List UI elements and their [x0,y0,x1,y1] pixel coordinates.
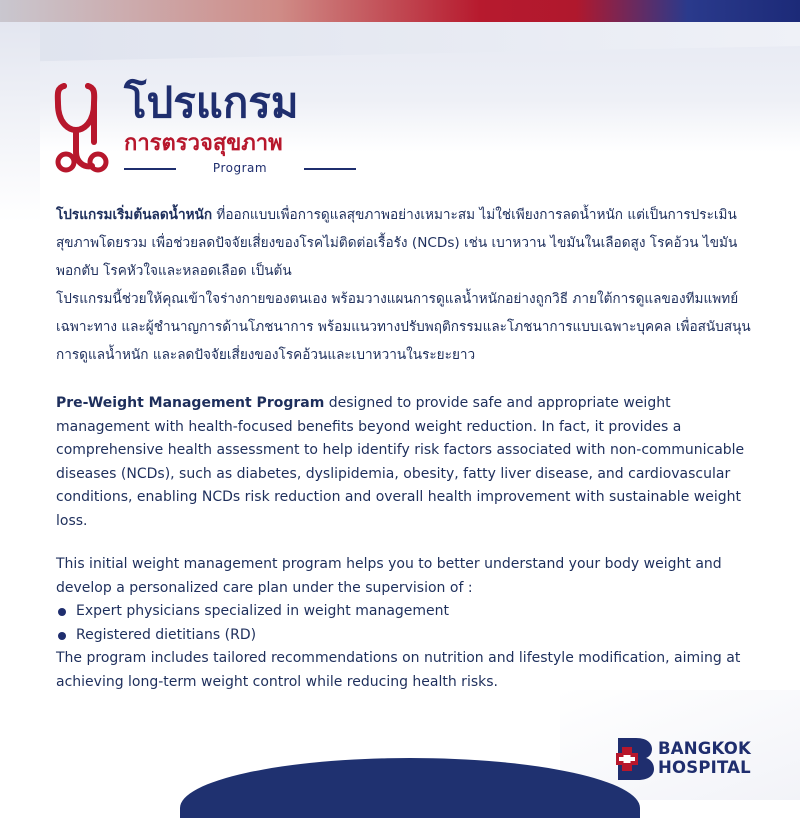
tag-rule-left [124,168,176,170]
thai-paragraph-1 [56,201,756,285]
thai-paragraph-1-body: ที่ออกแบบเพื่อการดูแลสุขภาพอย่างเหมาะสม ไม่ใช่เพียงการลดน้ำหนัก แต่เป็นการประเมินสุขภาพโดยรวม เพื่อช่วยลดปัจจัยเสี่ยงของโรคไม่ติดต่อเรื้อรัง (NCDs) เช่น เบาหวาน ไขมันในเลือดสูง โรคอ้วน ไขมันพอกตับ โรคหัวใจและหลอดเลือด เป็นต้น [56,207,738,279]
thai-paragraph-1-lead: โปรแกรมเริ่มต้นลดน้ำหนัก [56,207,213,223]
english-paragraph-1-lead: Pre-Weight Management Program [56,395,325,411]
bullet-icon [58,608,66,616]
stethoscope-icon [54,82,114,174]
brand-wordmark [658,739,751,777]
list-item [56,624,756,648]
english-paragraph-2-text: This initial weight management program helps you to better understand your body weight and develop a personalized care plan under the supervision of : [56,556,722,596]
hospital-cross-icon [614,738,654,780]
thai-paragraph-2: โปรแกรมนี้ช่วยให้คุณเข้าใจร่างกายของตนเอง พร้อมวางแผนการดูแลน้ำหนักอย่างถูกวิธี ภายใต้การดูแลของทีมแพทย์เฉพาะทาง และผู้ชำนาญการด้านโภชนาการ พร้อมแนวทางปรับพฤติกรรมและโภชนาการแบบเฉพาะบุคคล เพื่อสนับสนุนการดูแลน้ำหนัก และลดปัจจัยเสี่ยงของโรคอ้วนและเบาหวานในระยะยาว [56,291,751,363]
brand-line-1: BANGKOK [658,739,751,758]
top-gradient-bar [0,0,800,22]
list-item [56,600,756,624]
program-title: โปรแกรม [124,78,299,127]
english-paragraph-2 [56,553,756,694]
bangkok-hospital-logo [614,738,784,782]
program-logo [54,78,314,178]
bullet-icon [58,632,66,640]
program-subtitle: การตรวจสุขภาพ [124,131,283,156]
left-background-shape [0,22,40,222]
program-tag-text: Program [212,161,268,175]
list-item-text: Expert physicians specialized in weight management [76,603,450,619]
brand-line-2: HOSPITAL [658,758,751,777]
list-item-text: Registered dietitians (RD) [76,626,257,643]
english-paragraph-1 [56,392,756,533]
tag-rule-right [304,168,356,170]
english-paragraph-1-body: designed to provide safe and appropriate weight management with health-focused benefits beyond weight reduction. In fact, it provides a comprehensive health assessment to help identify risk factors associated with non-communicable diseases (NCDs), such as diabetes, dyslipidemia, obesity, fatty liver disease, and cardiovascular conditions, enabling NCDs risk reduction and overall health improvement with sustainable weight loss. [56,395,745,529]
english-paragraph-3: The program includes tailored recommendations on nutrition and lifestyle modification, aiming at achieving long-term weight control while reducing health risks. [56,650,741,690]
program-tag [124,160,356,176]
